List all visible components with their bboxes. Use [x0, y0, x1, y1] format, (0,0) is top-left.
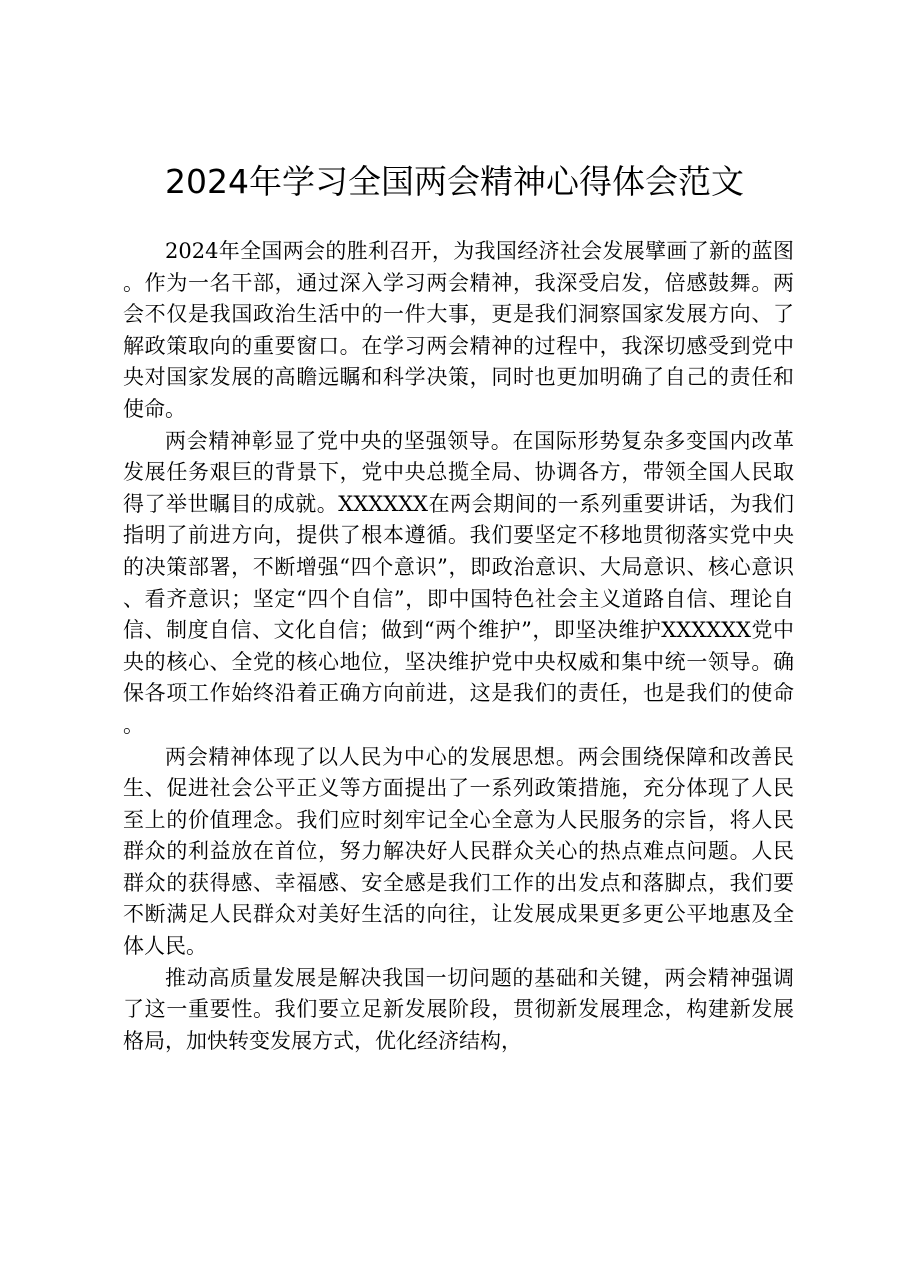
paragraph-1: 2024年全国两会的胜利召开，为我国经济社会发展擘画了新的蓝图。作为一名干部，通过深入学习两会精神，我深受启发，倍感鼓舞。两会不仅是我国政治生活中的一件大事，更是我们洞察国家发展方向、了解政策取向的重要窗口。在学习两会精神的过程中，我深切感受到党中央对国家发展的高瞻远瞩和科学决策，同时也更加明确了自己的责任和使命。	[123, 239, 794, 421]
paragraph-4: 推动高质量发展是解决我国一切问题的基础和关键，两会精神强调了这一重要性。我们要立足新发展阶段，贯彻新发展理念，构建新发展格局，加快转变发展方式，优化经济结构，	[123, 965, 794, 1053]
document-body	[123, 236, 794, 1057]
paragraph-3: 两会精神体现了以人民为中心的发展思想。两会围绕保障和改善民生、促进社会公平正义等方面提出了一系列政策措施，充分体现了人民至上的价值理念。我们应时刻牢记全心全意为人民服务的宗旨，将人民群众的利益放在首位，努力解决好人民群众关心的热点难点问题。人民群众的获得感、幸福感、安全感是我们工作的出发点和落脚点，我们要不断满足人民群众对美好生活的向往，让发展成果更多更公平地惠及全体人民。	[123, 744, 794, 959]
paragraph-2: 两会精神彰显了党中央的坚强领导。在国际形势复杂多变国内改革发展任务艰巨的背景下，党中央总揽全局、协调各方，带领全国人民取得了举世瞩目的成就。XXXXXX在两会期间的一系列重要讲话，为我们指明了前进方向，提供了根本遵循。我们要坚定不移地贯彻落实党中央的决策部署，不断增强“四个意识”，即政治意识、大局意识、核心意识、看齐意识；坚定“四个自信”，即中国特色社会主义道路自信、理论自信、制度自信、文化自信；做到“两个维护”，即坚决维护XXXXXX党中央的核心、全党的核心地位，坚决维护党中央权威和集中统一领导。确保各项工作始终沿着正确方向前进，这是我们的责任，也是我们的使命。	[123, 428, 794, 737]
document-title: 2024年学习全国两会精神心得体会范文	[165, 162, 744, 201]
